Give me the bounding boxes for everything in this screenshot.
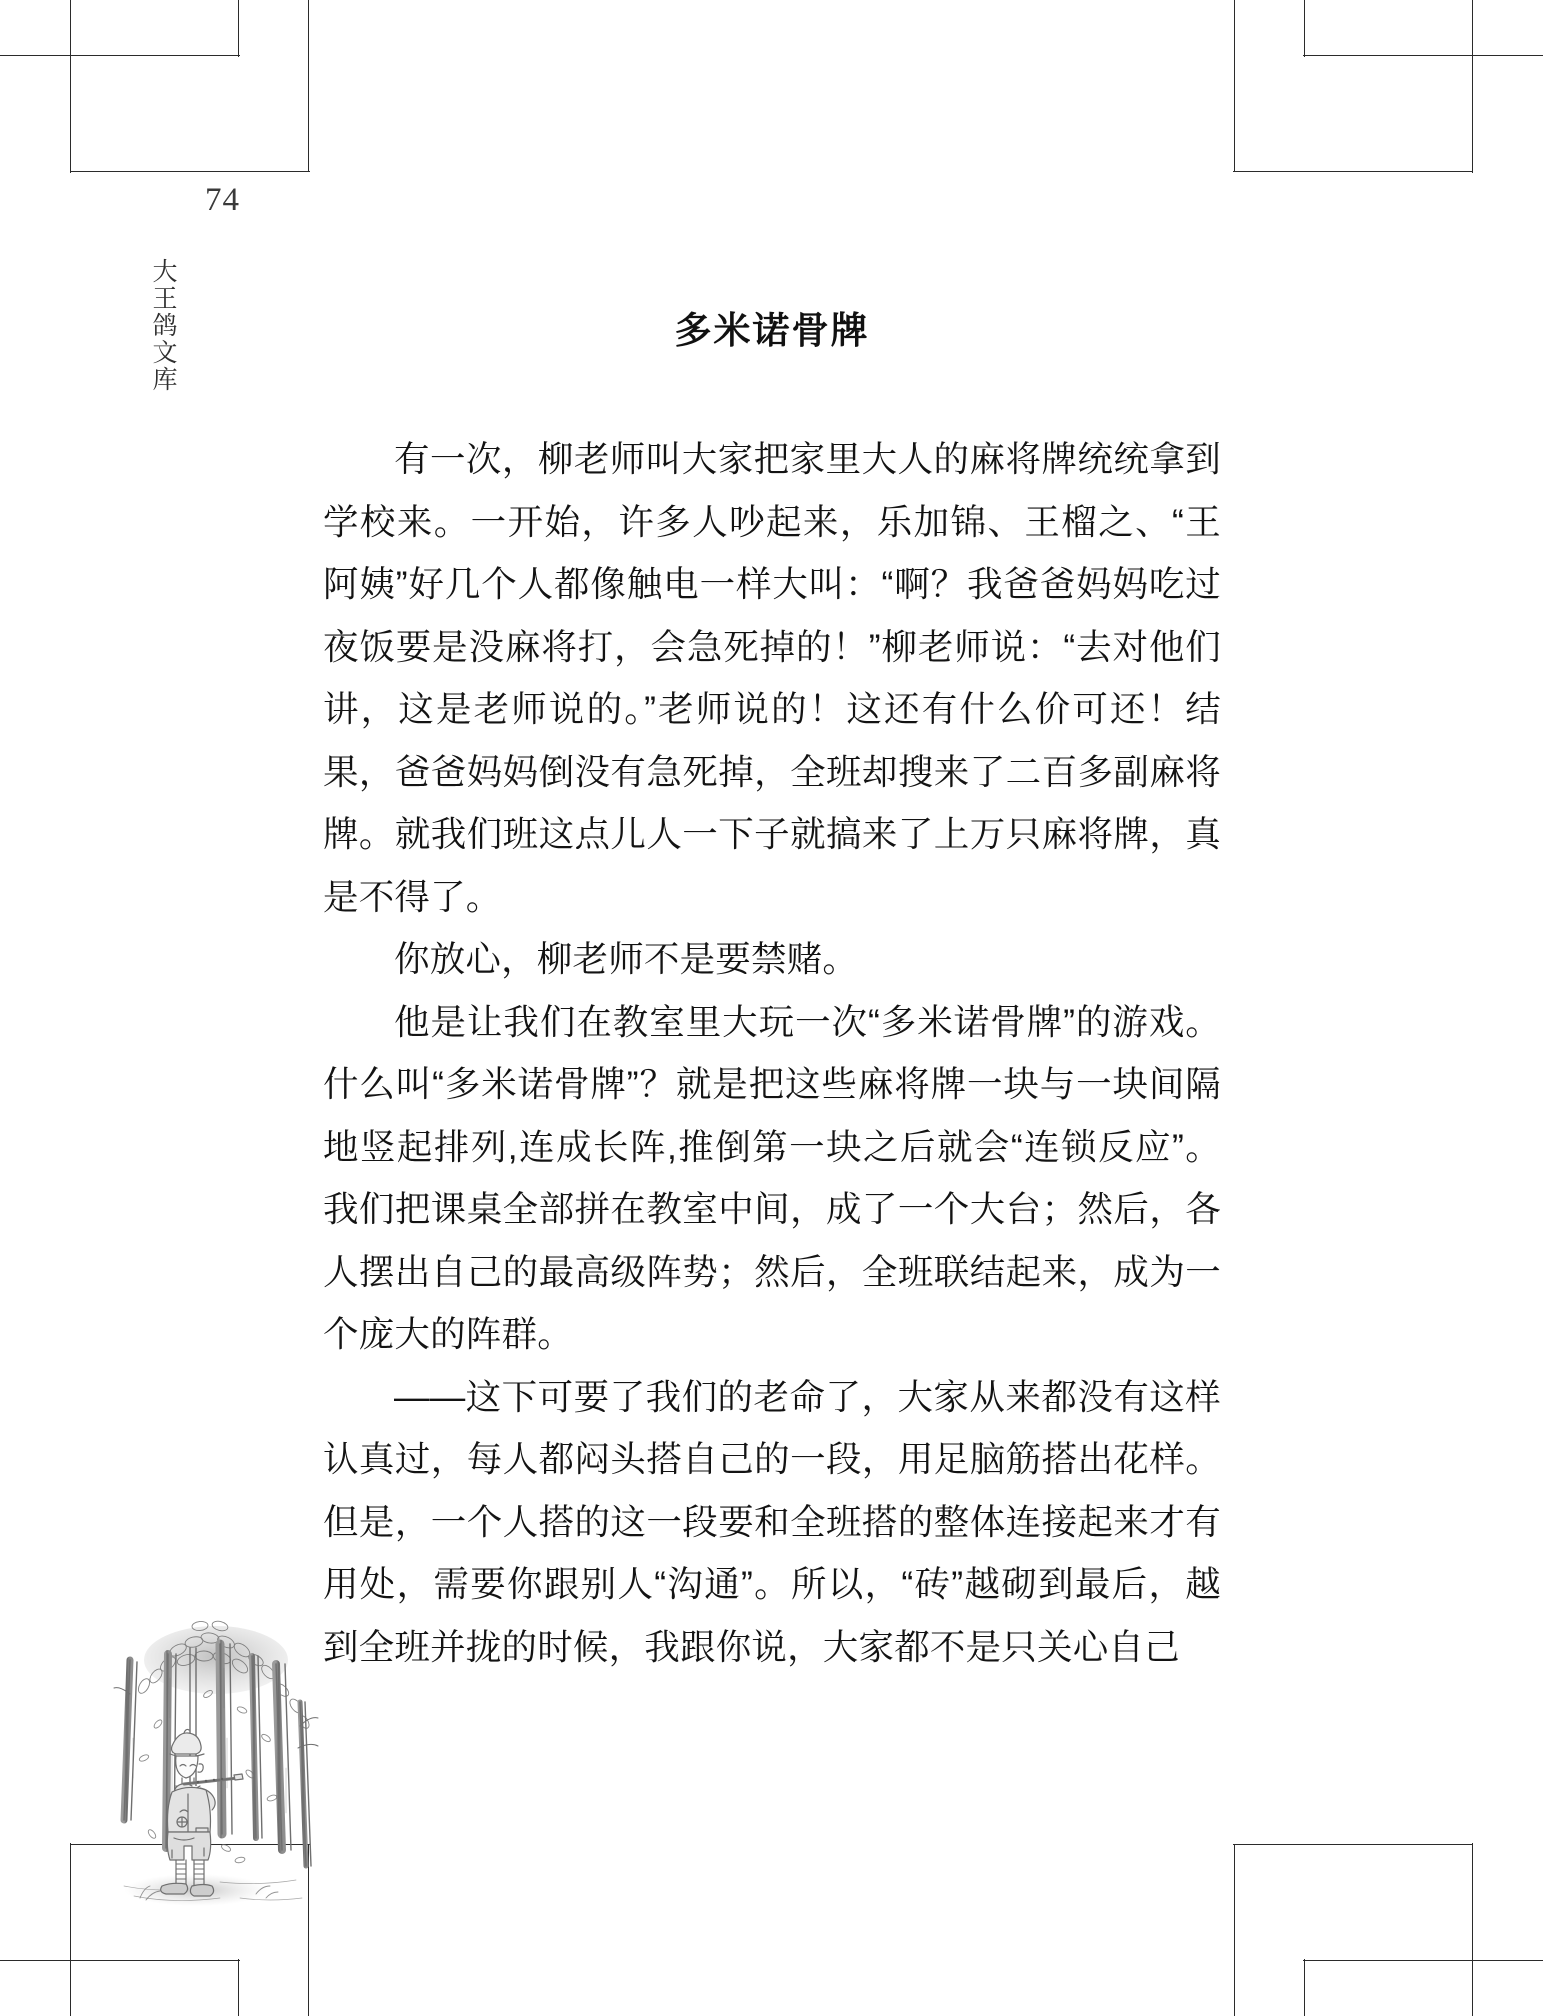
crop-mark-top-right-outer-vertical	[1304, 0, 1305, 57]
paragraph: 你放心，柳老师不是要禁赌。	[394, 939, 859, 979]
crop-mark-top-right-outer-horizontal	[1303, 55, 1543, 56]
article-title: 多米诺骨牌	[674, 310, 870, 351]
illustration-drawing	[100, 1598, 328, 1920]
crop-mark-top-left-inner-vertical-2	[308, 0, 309, 172]
crop-mark-top-left-inner-horizontal	[70, 171, 310, 172]
crop-mark-top-right-inner-horizontal	[1233, 171, 1473, 172]
paragraph: ——这下可要了我们的老命了，大家从来都没有这样认真过，每人都闷头搭自己的一段，用足脑筋搭出花样。但是，一个人搭的这一段要和全班搭的整体连接起来才有用处，需要你跟别人“沟通”。所以，“砖”越砌到最后，越到全班并拢的时候，我跟你说，大家都不是只关心自己	[323, 1376, 1221, 1667]
crop-mark-top-right-inner-vertical-2	[1234, 0, 1235, 172]
series-name-vertical: 大王鸽文库	[149, 258, 177, 393]
crop-mark-bottom-left-inner-vertical	[70, 1843, 71, 2016]
paragraph: 有一次，柳老师叫大家把家里大人的麻将牌统统拿到学校来。一开始，许多人吵起来，乐加锦、王榴之、“王阿姨”好几个人都像触电一样大叫：“啊？我爸爸妈妈吃过夜饭要是没麻将打，会急死掉的！”柳老师说：“去对他们讲，这是老师说的。”老师说的！这还有什么价可还！结果，爸爸妈妈倒没有急死掉，全班却搜来了二百多副麻将牌。就我们班这点儿人一下子就搞来了上万只麻将牌，真是不得了。	[323, 439, 1221, 917]
page-number: 74	[205, 182, 240, 218]
crop-mark-bottom-left-outer-vertical	[238, 1959, 239, 2016]
crop-mark-bottom-right-inner-vertical-2	[1234, 1844, 1235, 2016]
crop-mark-top-left-outer-horizontal	[0, 55, 240, 56]
crop-mark-bottom-right-outer-vertical	[1304, 1959, 1305, 2016]
article-body	[323, 300, 1221, 1678]
crop-mark-bottom-right-inner-horizontal	[1233, 1844, 1473, 1845]
crop-mark-top-left-inner-vertical	[70, 0, 71, 173]
crop-mark-top-left-outer-vertical	[238, 0, 239, 57]
crop-mark-bottom-right-inner-vertical	[1472, 1843, 1473, 2016]
paragraph: 他是让我们在教室里大玩一次“多米诺骨牌”的游戏。什么叫“多米诺骨牌”？就是把这些麻将牌一块与一块间隔地竖起排列,连成长阵,推倒第一块之后就会“连锁反应”。我们把课桌全部拼在教室中间，成了一个大台；然后，各人摆出自己的最高级阵势；然后，全班联结起来，成为一个庞大的阵群。	[323, 1001, 1221, 1354]
crop-mark-bottom-right-outer-horizontal	[1303, 1960, 1543, 1961]
crop-mark-top-right-inner-vertical	[1472, 0, 1473, 173]
illustration-boy-playing-flute-in-forest	[100, 1598, 328, 1920]
crop-mark-bottom-left-outer-horizontal	[0, 1960, 240, 1961]
